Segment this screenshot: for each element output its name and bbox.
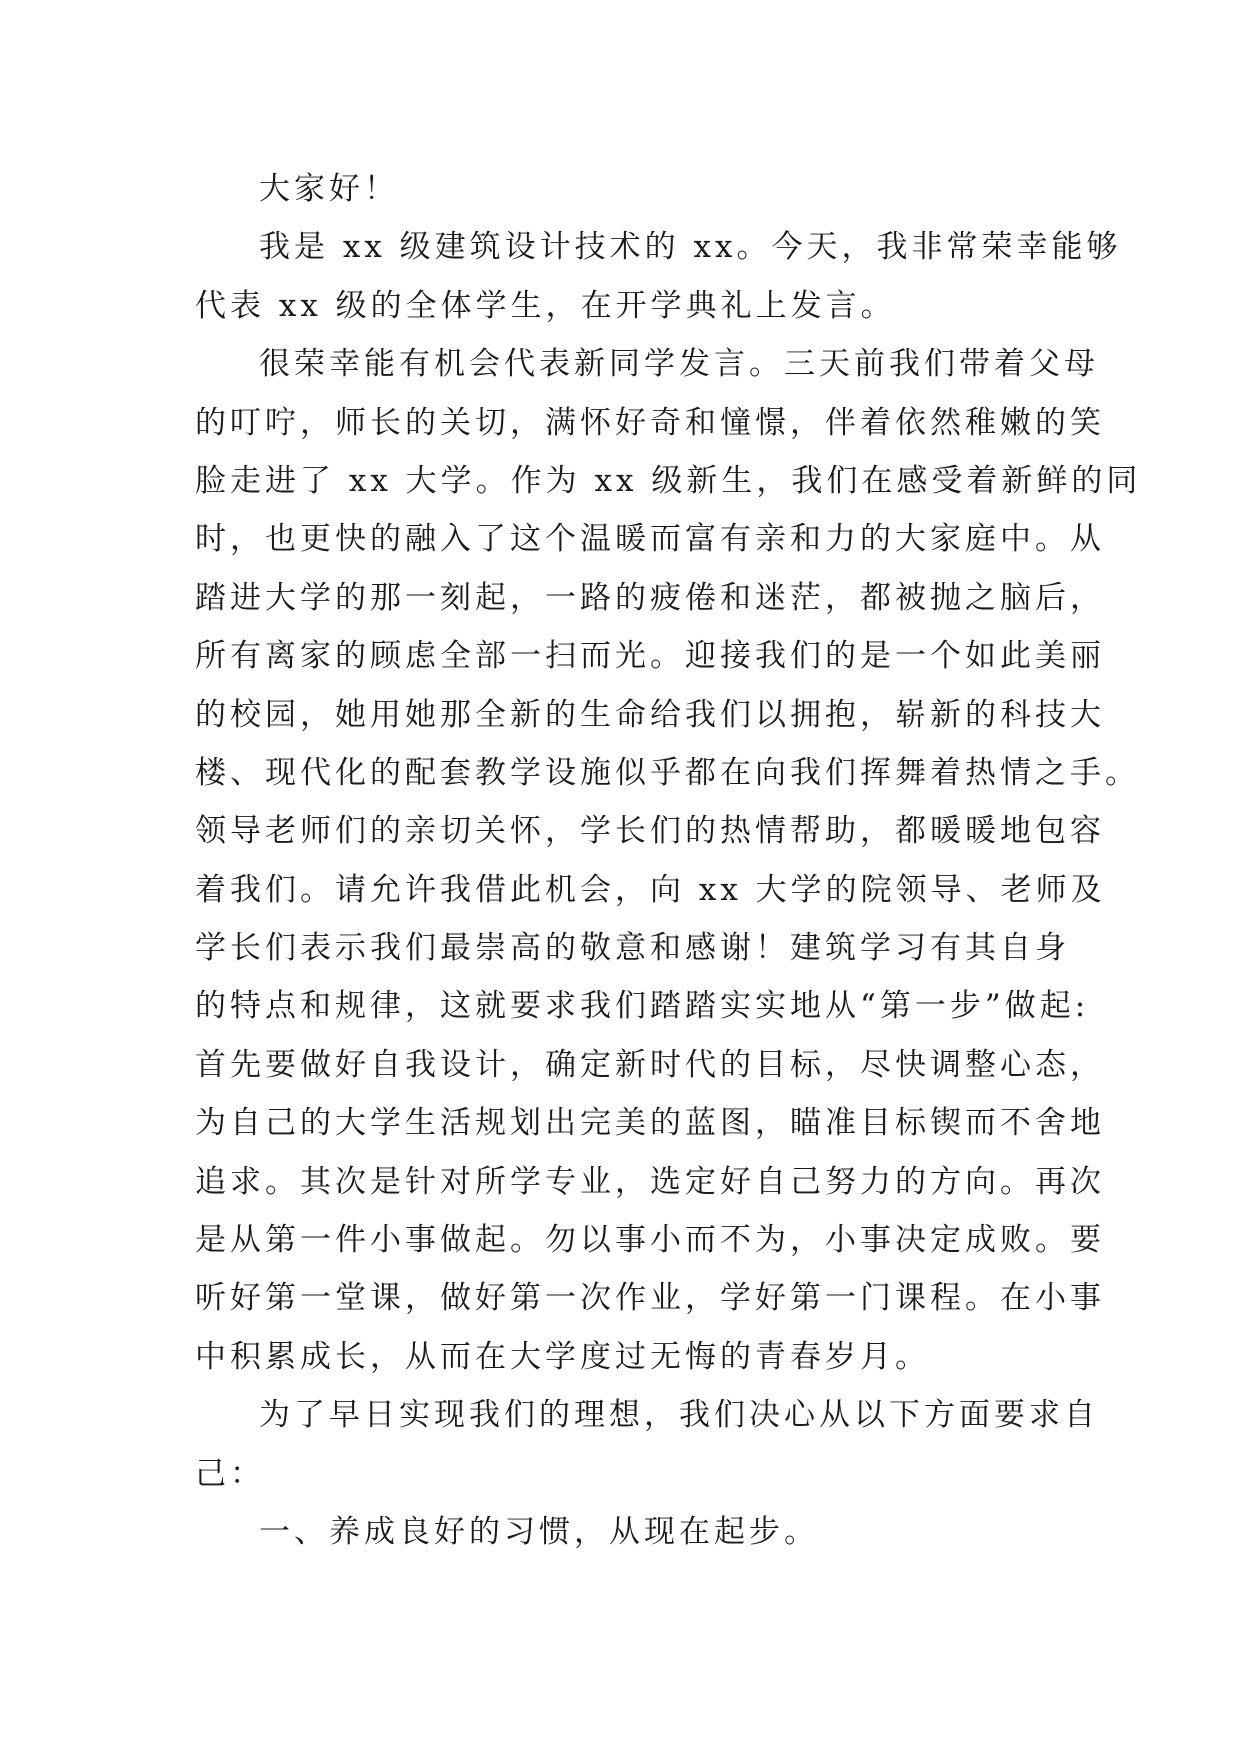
text-line: 中积累成长，从而在大学度过无悔的青春岁月。 [195, 1338, 930, 1375]
text-line: 我是 xx 级建筑设计技术的 xx。今天，我非常荣幸能够 [259, 229, 1122, 266]
text-line: 着我们。请允许我借此机会，向 xx 大学的院领导、老师及 [195, 871, 1106, 908]
text-line: 领导老师们的亲切关怀，学长们的热情帮助，都暖暖地包容 [195, 813, 1105, 850]
text-line: 学长们表示我们最崇高的敬意和感谢！建筑学习有其自身 [195, 930, 1070, 967]
text-line: 是从第一件小事做起。勿以事小而不为，小事决定成败。要 [195, 1222, 1105, 1259]
text-line: 己： [195, 1455, 265, 1492]
speech-body [195, 160, 1142, 1561]
text-line: 代表 xx 级的全体学生，在开学典礼上发言。 [195, 287, 896, 324]
text-line: 的校园，她用她那全新的生命给我们以拥抱，崭新的科技大 [195, 696, 1105, 733]
text-line: 的特点和规律，这就要求我们踏踏实实地从“第一步”做起: [195, 988, 1090, 1025]
text-line: 楼、现代化的配套教学设施似乎都在向我们挥舞着热情之手。 [195, 754, 1140, 791]
text-line: 时，也更快的融入了这个温暖而富有亲和力的大家庭中。从 [195, 521, 1105, 558]
text-line: 的叮咛，师长的关切，满怀好奇和憧憬，伴着依然稚嫩的笑 [195, 404, 1105, 441]
text-line: 听好第一堂课，做好第一次作业，学好第一门课程。在小事 [195, 1280, 1105, 1317]
text-line: 首先要做好自我设计，确定新时代的目标，尽快调整心态， [195, 1046, 1105, 1083]
text-line: 踏进大学的那一刻起，一路的疲倦和迷茫，都被抛之脑后， [195, 579, 1105, 616]
text-line: 一、养成良好的习惯，从现在起步。 [259, 1513, 819, 1550]
text-line: 为自己的大学生活规划出完美的蓝图，瞄准目标锲而不舍地 [195, 1105, 1105, 1142]
text-line: 所有离家的顾虑全部一扫而光。迎接我们的是一个如此美丽 [195, 638, 1105, 675]
text-line: 为了早日实现我们的理想，我们决心从以下方面要求自 [259, 1397, 1099, 1434]
text-line: 脸走进了 xx 大学。作为 xx 级新生，我们在感受着新鲜的同 [195, 462, 1142, 499]
text-line: 很荣幸能有机会代表新同学发言。三天前我们带着父母 [259, 346, 1099, 383]
text-line: 追求。其次是针对所学专业，选定好自己努力的方向。再次 [195, 1163, 1105, 1200]
greeting: 大家好！ [259, 171, 399, 207]
